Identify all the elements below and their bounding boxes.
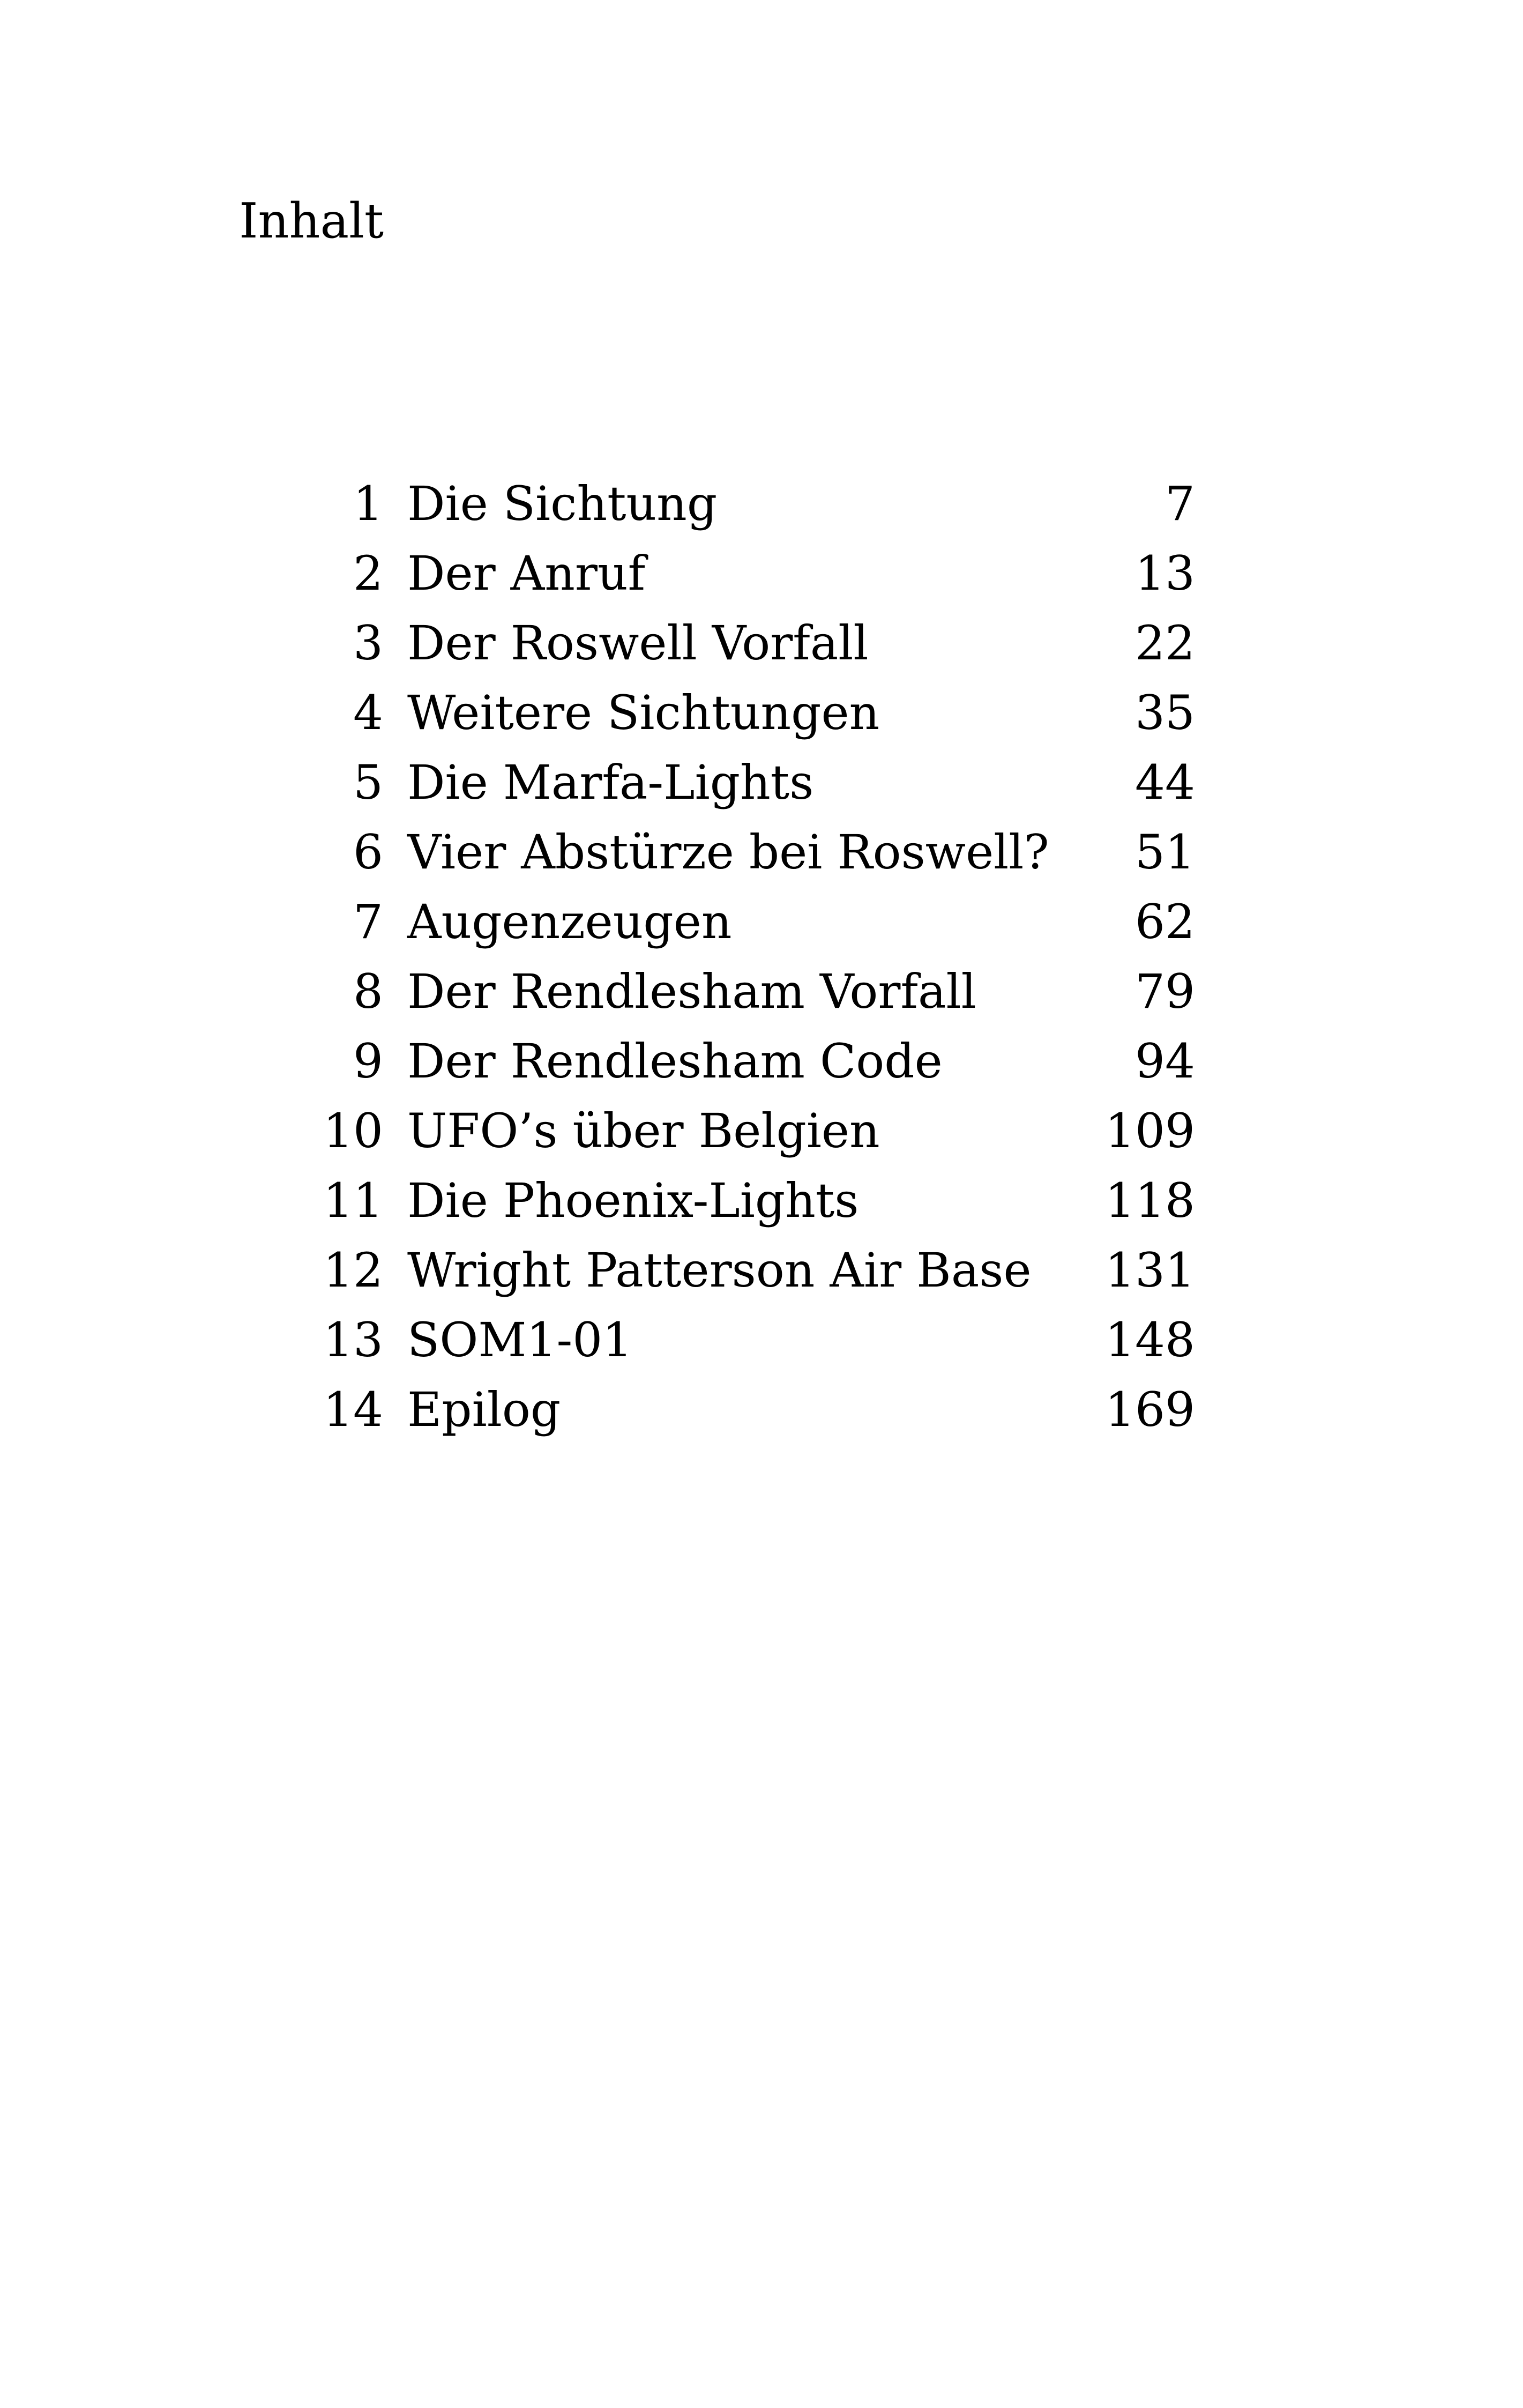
page-title: Inhalt — [239, 193, 384, 249]
toc-entry — [322, 887, 1195, 957]
chapter-number: 9 — [353, 1034, 383, 1089]
chapter-number: 14 — [323, 1382, 383, 1437]
toc-entry — [322, 748, 1195, 817]
toc-entry — [322, 1305, 1195, 1375]
page-number: 94 — [1135, 1034, 1195, 1089]
chapter-title: Der Rendlesham Code — [407, 1034, 943, 1089]
page-number: 62 — [1135, 894, 1195, 949]
chapter-number: 8 — [353, 964, 383, 1019]
chapter-number: 12 — [323, 1243, 383, 1298]
page-number: 22 — [1135, 615, 1195, 671]
chapter-title: Weitere Sichtungen — [407, 685, 880, 740]
toc-entry — [322, 1096, 1195, 1166]
page-number: 35 — [1135, 685, 1195, 740]
chapter-title: Der Roswell Vorfall — [407, 615, 869, 671]
toc-entry — [322, 1027, 1195, 1096]
page-number: 109 — [1105, 1103, 1195, 1158]
chapter-title: Die Phoenix-Lights — [407, 1173, 859, 1228]
chapter-title: Der Anruf — [407, 546, 646, 601]
toc-entry — [322, 608, 1195, 678]
page-number: 79 — [1135, 964, 1195, 1019]
chapter-number: 10 — [323, 1103, 383, 1158]
page-number: 148 — [1105, 1312, 1195, 1367]
chapter-number: 5 — [353, 755, 383, 810]
chapter-number: 11 — [323, 1173, 383, 1228]
chapter-title: SOM1-01 — [407, 1312, 633, 1367]
toc-entry — [322, 469, 1195, 539]
chapter-number: 3 — [353, 615, 383, 671]
toc-entry — [322, 1166, 1195, 1236]
page-number: 44 — [1135, 755, 1195, 810]
page-number: 13 — [1135, 546, 1195, 601]
chapter-title: Die Sichtung — [407, 476, 718, 531]
chapter-title: UFO’s über Belgien — [407, 1103, 880, 1158]
chapter-number: 13 — [323, 1312, 383, 1367]
chapter-number: 4 — [353, 685, 383, 740]
toc-entry — [322, 817, 1195, 887]
chapter-title: Wright Patterson Air Base — [407, 1243, 1032, 1298]
page-number: 131 — [1105, 1243, 1195, 1298]
page-number: 118 — [1105, 1173, 1195, 1228]
page-number: 51 — [1135, 824, 1195, 880]
chapter-title: Der Rendlesham Vorfall — [407, 964, 976, 1019]
table-of-contents — [322, 469, 1195, 1445]
chapter-title: Augenzeugen — [407, 894, 732, 949]
toc-entry — [322, 957, 1195, 1027]
toc-entry — [322, 678, 1195, 748]
chapter-title: Vier Abstürze bei Roswell? — [407, 824, 1049, 880]
toc-entry — [322, 1236, 1195, 1305]
chapter-number: 7 — [353, 894, 383, 949]
page-number: 7 — [1165, 476, 1195, 531]
chapter-number: 1 — [353, 476, 383, 531]
toc-entry — [322, 1375, 1195, 1445]
chapter-title: Epilog — [407, 1382, 561, 1437]
chapter-number: 2 — [353, 546, 383, 601]
chapter-number: 6 — [353, 824, 383, 880]
toc-entry — [322, 539, 1195, 608]
chapter-title: Die Marfa-Lights — [407, 755, 814, 810]
page-number: 169 — [1105, 1382, 1195, 1437]
